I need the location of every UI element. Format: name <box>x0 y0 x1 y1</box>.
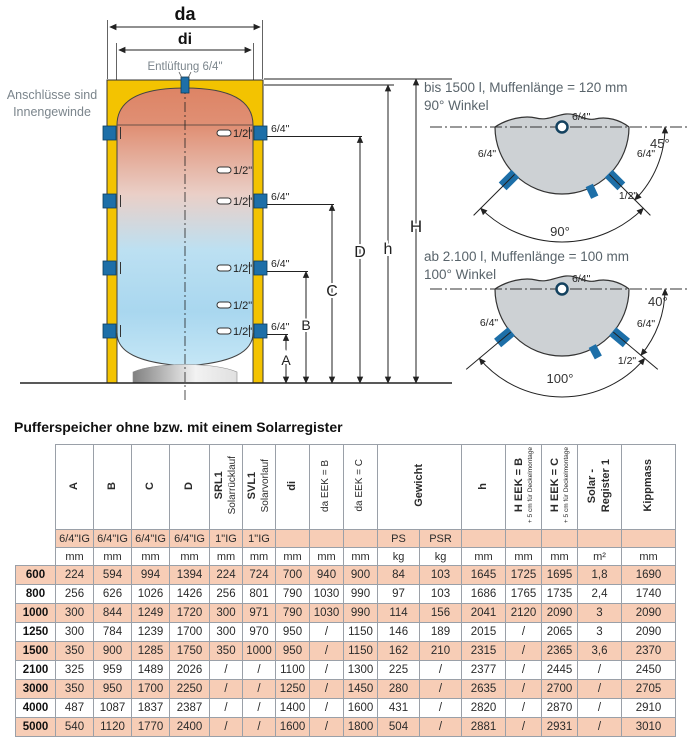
data-cell-solar: / <box>578 661 622 680</box>
vent-port-top <box>557 284 568 295</box>
thread-cell-SVL1: 1"IG <box>243 530 276 548</box>
data-cell-kippmass: 1740 <box>622 585 676 604</box>
data-cell-D: 2387 <box>170 699 210 718</box>
sleeve-label: 1/2" <box>233 196 253 208</box>
unit-cell-C: mm <box>132 548 170 566</box>
data-cell-solar: / <box>578 699 622 718</box>
data-cell-da_eek_c: 1450 <box>344 680 378 699</box>
data-cell-B: 594 <box>94 566 132 585</box>
header-cell-h: h <box>462 445 506 530</box>
detail2-port-right-label: 6/4" <box>636 318 656 330</box>
data-cell-D: 1426 <box>170 585 210 604</box>
data-cell-SVL1: 1000 <box>243 642 276 661</box>
data-cell-h: 2041 <box>462 604 506 623</box>
data-cell-SVL1: 724 <box>243 566 276 585</box>
data-cell-da_eek_b: / <box>310 680 344 699</box>
data-cell-h: 2377 <box>462 661 506 680</box>
data-cell-gewicht_ps: 114 <box>378 604 420 623</box>
data-cell-h_eek_b: 1725 <box>506 566 542 585</box>
unit-cell-gewicht_psr: kg <box>420 548 462 566</box>
data-cell-SVL1: / <box>243 699 276 718</box>
port-label: 6/4" <box>271 123 290 135</box>
data-cell-gewicht_psr: 103 <box>420 566 462 585</box>
table-row-1500 <box>16 642 676 661</box>
data-cell-di: 790 <box>276 585 310 604</box>
detail-top-view-90 <box>424 80 690 242</box>
data-cell-gewicht_psr: 156 <box>420 604 462 623</box>
sleeve-label: 1/2" <box>233 326 253 338</box>
data-cell-h_eek_b: / <box>506 699 542 718</box>
header-cell-h_eek_c: H EEK = C + 5 cm für Deckelmontage <box>542 445 578 530</box>
data-cell-h_eek_b: / <box>506 623 542 642</box>
data-cell-di: 700 <box>276 566 310 585</box>
detail1-port-right-label: 6/4" <box>636 148 656 160</box>
sleeve-label: 1/2" <box>233 128 253 140</box>
data-cell-h_eek_c: 2700 <box>542 680 578 699</box>
thread-cell-C: 6/4"IG <box>132 530 170 548</box>
unit-cell-h: mm <box>462 548 506 566</box>
data-cell-h_eek_c: 2445 <box>542 661 578 680</box>
data-cell-B: 844 <box>94 604 132 623</box>
port-right-1 <box>254 126 267 140</box>
volume-cell: 1000 <box>16 604 56 623</box>
dim-A: A <box>281 352 291 368</box>
unit-cell-kippmass: mm <box>622 548 676 566</box>
data-cell-da_eek_c: 1150 <box>344 623 378 642</box>
data-cell-h_eek_c: 2931 <box>542 718 578 737</box>
threads-note-line2: Innengewinde <box>13 105 91 119</box>
data-cell-B: 900 <box>94 642 132 661</box>
data-cell-da_eek_b: 1030 <box>310 585 344 604</box>
header-cell-SVL1: SVL1 Solarvorlauf <box>243 445 276 530</box>
data-cell-da_eek_c: 990 <box>344 585 378 604</box>
sleeve-label: 1/2" <box>233 300 253 312</box>
data-cell-h_eek_b: / <box>506 680 542 699</box>
port-left-4 <box>103 324 116 338</box>
data-cell-h: 2820 <box>462 699 506 718</box>
port-label: 6/4" <box>271 191 290 203</box>
vent-port <box>181 77 189 93</box>
table-row-1250 <box>16 623 676 642</box>
header-cell-B: B <box>94 445 132 530</box>
header-cell-C: C <box>132 445 170 530</box>
data-cell-di: 1400 <box>276 699 310 718</box>
data-cell-h_eek_b: / <box>506 642 542 661</box>
unit-cell-di: mm <box>276 548 310 566</box>
thread-cell-di <box>276 530 310 548</box>
thread-cell-SRL1: 1"IG <box>210 530 243 548</box>
dim-H: H <box>409 217 423 236</box>
data-cell-h_eek_c: 1695 <box>542 566 578 585</box>
header-cell-h_eek_b: H EEK = B + 5 cm für Deckelmontage <box>506 445 542 530</box>
data-cell-D: 1700 <box>170 623 210 642</box>
data-cell-C: 1285 <box>132 642 170 661</box>
data-cell-h_eek_c: 2870 <box>542 699 578 718</box>
data-cell-gewicht_psr: / <box>420 661 462 680</box>
data-cell-B: 784 <box>94 623 132 642</box>
thread-cell-solar <box>578 530 622 548</box>
detail1-port-top-label: 6/4" <box>572 111 591 123</box>
data-cell-solar: / <box>578 680 622 699</box>
data-cell-D: 1750 <box>170 642 210 661</box>
dim-da: da <box>174 4 196 24</box>
data-cell-gewicht_ps: 162 <box>378 642 420 661</box>
header-cell-SRL1: SRL1 Solarrücklauf <box>210 445 243 530</box>
sleeve-label: 1/2" <box>233 263 253 275</box>
data-cell-C: 1700 <box>132 680 170 699</box>
data-cell-SRL1: 300 <box>210 623 243 642</box>
data-cell-gewicht_ps: 84 <box>378 566 420 585</box>
thread-cell-gewicht_psr: PSR <box>420 530 462 548</box>
data-cell-da_eek_b: / <box>310 718 344 737</box>
port-left-2 <box>103 194 116 208</box>
data-cell-B: 1120 <box>94 718 132 737</box>
data-cell-da_eek_c: 1150 <box>344 642 378 661</box>
data-cell-B: 959 <box>94 661 132 680</box>
detail1-caption-line2: 90° Winkel <box>424 98 489 113</box>
detail2-port-left-label: 6/4" <box>479 317 499 329</box>
threads-note-line1: Anschlüsse sind <box>6 88 98 102</box>
table-title: Pufferspeicher ohne bzw. mit einem Solarregister <box>14 419 343 435</box>
port-label: 6/4" <box>271 321 290 333</box>
data-cell-SRL1: / <box>210 718 243 737</box>
vent-port-top <box>557 122 568 133</box>
thread-cell-h_eek_c <box>542 530 578 548</box>
dim-di: di <box>177 31 193 48</box>
detail1-angle-side: 45° <box>650 136 670 151</box>
data-cell-C: 1489 <box>132 661 170 680</box>
volume-cell: 800 <box>16 585 56 604</box>
data-cell-h: 2015 <box>462 623 506 642</box>
dim-D: D <box>354 244 366 261</box>
data-cell-kippmass: 2090 <box>622 623 676 642</box>
data-cell-h: 2881 <box>462 718 506 737</box>
header-cell-da_eek_c: da EEK = C <box>344 445 378 530</box>
data-cell-A: 487 <box>56 699 94 718</box>
data-cell-h_eek_c: 1735 <box>542 585 578 604</box>
table-row-1000 <box>16 604 676 623</box>
data-cell-A: 350 <box>56 680 94 699</box>
data-cell-C: 1249 <box>132 604 170 623</box>
table-row-3000 <box>16 680 676 699</box>
volume-cell: 600 <box>16 566 56 585</box>
table-row-600 <box>16 566 676 585</box>
unit-cell-A: mm <box>56 548 94 566</box>
data-cell-da_eek_b: / <box>310 661 344 680</box>
data-cell-SVL1: 971 <box>243 604 276 623</box>
data-cell-SVL1: / <box>243 661 276 680</box>
data-cell-gewicht_psr: / <box>420 680 462 699</box>
unit-cell-da_eek_b: mm <box>310 548 344 566</box>
data-cell-gewicht_psr: / <box>420 718 462 737</box>
data-cell-gewicht_psr: 210 <box>420 642 462 661</box>
data-cell-kippmass: 2910 <box>622 699 676 718</box>
data-cell-da_eek_c: 900 <box>344 566 378 585</box>
data-cell-gewicht_ps: 431 <box>378 699 420 718</box>
thread-cell-da_eek_b <box>310 530 344 548</box>
volume-cell: 4000 <box>16 699 56 718</box>
table-row-2100 <box>16 661 676 680</box>
detail1-angle-bottom: 90° <box>550 224 570 239</box>
port-right-3 <box>254 261 267 275</box>
data-cell-SRL1: 256 <box>210 585 243 604</box>
data-cell-h: 2315 <box>462 642 506 661</box>
data-cell-D: 2400 <box>170 718 210 737</box>
data-cell-SRL1: 300 <box>210 604 243 623</box>
data-cell-gewicht_psr: 189 <box>420 623 462 642</box>
detail2-port-half-label: 1/2" <box>617 355 637 367</box>
data-cell-di: 1250 <box>276 680 310 699</box>
detail1-caption-line1: bis 1500 l, Muffenlänge = 120 mm <box>424 80 628 95</box>
data-cell-kippmass: 2090 <box>622 604 676 623</box>
port-labels <box>271 123 290 333</box>
data-cell-SVL1: 801 <box>243 585 276 604</box>
unit-cell-gewicht_ps: kg <box>378 548 420 566</box>
volume-cell: 2100 <box>16 661 56 680</box>
detail2-caption-line1: ab 2.100 l, Muffenlänge = 100 mm <box>424 249 630 264</box>
table-row-800 <box>16 585 676 604</box>
unit-cell-da_eek_c: mm <box>344 548 378 566</box>
data-cell-h_eek_c: 2065 <box>542 623 578 642</box>
data-cell-SRL1: / <box>210 661 243 680</box>
thread-cell-da_eek_c <box>344 530 378 548</box>
data-cell-SVL1: / <box>243 718 276 737</box>
data-cell-h_eek_c: 2365 <box>542 642 578 661</box>
thread-cell-D: 6/4"IG <box>170 530 210 548</box>
data-cell-da_eek_b: / <box>310 699 344 718</box>
dim-B: B <box>301 317 311 333</box>
data-cell-da_eek_b: / <box>310 623 344 642</box>
data-cell-da_eek_c: 1800 <box>344 718 378 737</box>
header-cell-volume <box>16 445 56 530</box>
data-cell-kippmass: 1690 <box>622 566 676 585</box>
data-cell-kippmass: 2450 <box>622 661 676 680</box>
data-cell-h_eek_b: 1765 <box>506 585 542 604</box>
volume-cell: 3000 <box>16 680 56 699</box>
data-cell-solar: / <box>578 718 622 737</box>
detail1-port-half-label: 1/2" <box>618 190 638 202</box>
unit-cell-volume <box>16 548 56 566</box>
data-cell-solar: 3 <box>578 623 622 642</box>
data-cell-solar: 3,6 <box>578 642 622 661</box>
header-cell-solar: Solar - Register 1 <box>578 445 622 530</box>
unit-cell-B: mm <box>94 548 132 566</box>
data-cell-SRL1: / <box>210 699 243 718</box>
port-leaders <box>264 79 452 335</box>
detail1-port-left-label: 6/4" <box>477 148 497 160</box>
data-cell-solar: 1,8 <box>578 566 622 585</box>
table-row-4000 <box>16 699 676 718</box>
unit-cell-h_eek_c: mm <box>542 548 578 566</box>
data-cell-da_eek_b: / <box>310 642 344 661</box>
data-cell-gewicht_psr: / <box>420 699 462 718</box>
header-cell-da_eek_b: da EEK = B <box>310 445 344 530</box>
data-cell-gewicht_ps: 225 <box>378 661 420 680</box>
unit-cell-h_eek_b: mm <box>506 548 542 566</box>
data-cell-C: 1239 <box>132 623 170 642</box>
volume-cell: 1500 <box>16 642 56 661</box>
thread-cell-volume <box>16 530 56 548</box>
data-cell-kippmass: 3010 <box>622 718 676 737</box>
data-cell-gewicht_psr: 103 <box>420 585 462 604</box>
unit-cell-solar: m² <box>578 548 622 566</box>
data-cell-B: 950 <box>94 680 132 699</box>
detail2-caption-line2: 100° Winkel <box>424 267 497 282</box>
data-cell-da_eek_b: 940 <box>310 566 344 585</box>
dimension-lines <box>286 79 416 383</box>
data-cell-SRL1: 350 <box>210 642 243 661</box>
sleeve-label: 1/2" <box>233 165 253 177</box>
dim-h: h <box>383 241 393 258</box>
data-cell-h_eek_b: / <box>506 718 542 737</box>
header-cell-gewicht: Gewicht <box>378 445 462 530</box>
unit-cell-SRL1: mm <box>210 548 243 566</box>
data-cell-di: 1600 <box>276 718 310 737</box>
unit-cell-SVL1: mm <box>243 548 276 566</box>
volume-cell: 1250 <box>16 623 56 642</box>
detail2-port-top-label: 6/4" <box>572 273 591 285</box>
data-cell-da_eek_b: 1030 <box>310 604 344 623</box>
data-cell-C: 1026 <box>132 585 170 604</box>
data-cell-kippmass: 2370 <box>622 642 676 661</box>
volume-cell: 5000 <box>16 718 56 737</box>
thread-cell-A: 6/4"IG <box>56 530 94 548</box>
port-right-2 <box>254 194 267 208</box>
data-cell-D: 2026 <box>170 661 210 680</box>
port-right-4 <box>254 324 267 338</box>
data-cell-B: 1087 <box>94 699 132 718</box>
data-cell-h_eek_b: 2120 <box>506 604 542 623</box>
data-cell-h: 1686 <box>462 585 506 604</box>
tank-section-view <box>7 4 452 400</box>
header-cell-di: di <box>276 445 310 530</box>
data-cell-di: 950 <box>276 642 310 661</box>
detail-top-view-100 <box>424 249 690 397</box>
data-cell-gewicht_ps: 504 <box>378 718 420 737</box>
data-cell-A: 350 <box>56 642 94 661</box>
detail2-angle-bottom: 100° <box>546 371 574 386</box>
port-label: 6/4" <box>271 258 290 270</box>
table-row-5000 <box>16 718 676 737</box>
thread-cell-gewicht_ps: PS <box>378 530 420 548</box>
data-cell-SVL1: 970 <box>243 623 276 642</box>
spec-table-wrap <box>15 444 676 737</box>
port-left-1 <box>103 126 116 140</box>
data-cell-h: 1645 <box>462 566 506 585</box>
dim-C: C <box>326 283 338 300</box>
data-cell-gewicht_ps: 280 <box>378 680 420 699</box>
data-cell-h: 2635 <box>462 680 506 699</box>
detail2-angle-side: 40° <box>648 294 668 309</box>
data-cell-solar: 3 <box>578 604 622 623</box>
data-cell-da_eek_c: 990 <box>344 604 378 623</box>
data-cell-SVL1: / <box>243 680 276 699</box>
data-cell-gewicht_ps: 97 <box>378 585 420 604</box>
data-cell-h_eek_b: / <box>506 661 542 680</box>
data-cell-C: 1837 <box>132 699 170 718</box>
data-cell-gewicht_ps: 146 <box>378 623 420 642</box>
vent-label: Entlüftung 6/4" <box>147 61 223 73</box>
data-cell-D: 2250 <box>170 680 210 699</box>
data-cell-SRL1: / <box>210 680 243 699</box>
data-cell-C: 994 <box>132 566 170 585</box>
data-cell-solar: 2,4 <box>578 585 622 604</box>
thread-cell-h_eek_b <box>506 530 542 548</box>
data-cell-A: 256 <box>56 585 94 604</box>
data-cell-A: 325 <box>56 661 94 680</box>
thread-cell-B: 6/4"IG <box>94 530 132 548</box>
header-cell-D: D <box>170 445 210 530</box>
data-cell-D: 1394 <box>170 566 210 585</box>
unit-cell-D: mm <box>170 548 210 566</box>
data-cell-SRL1: 224 <box>210 566 243 585</box>
data-cell-A: 300 <box>56 623 94 642</box>
data-cell-da_eek_c: 1600 <box>344 699 378 718</box>
data-cell-h_eek_c: 2090 <box>542 604 578 623</box>
spec-table <box>15 444 676 737</box>
header-cell-A: A <box>56 445 94 530</box>
data-cell-B: 626 <box>94 585 132 604</box>
thread-cell-h <box>462 530 506 548</box>
data-cell-kippmass: 2705 <box>622 680 676 699</box>
port-left-3 <box>103 261 116 275</box>
data-cell-A: 540 <box>56 718 94 737</box>
header-cell-kippmass: Kippmass <box>622 445 676 530</box>
data-cell-di: 1100 <box>276 661 310 680</box>
data-cell-di: 790 <box>276 604 310 623</box>
data-cell-da_eek_c: 1300 <box>344 661 378 680</box>
data-cell-A: 224 <box>56 566 94 585</box>
data-cell-C: 1770 <box>132 718 170 737</box>
data-cell-A: 300 <box>56 604 94 623</box>
data-cell-D: 1720 <box>170 604 210 623</box>
thread-cell-kippmass <box>622 530 676 548</box>
data-cell-di: 950 <box>276 623 310 642</box>
